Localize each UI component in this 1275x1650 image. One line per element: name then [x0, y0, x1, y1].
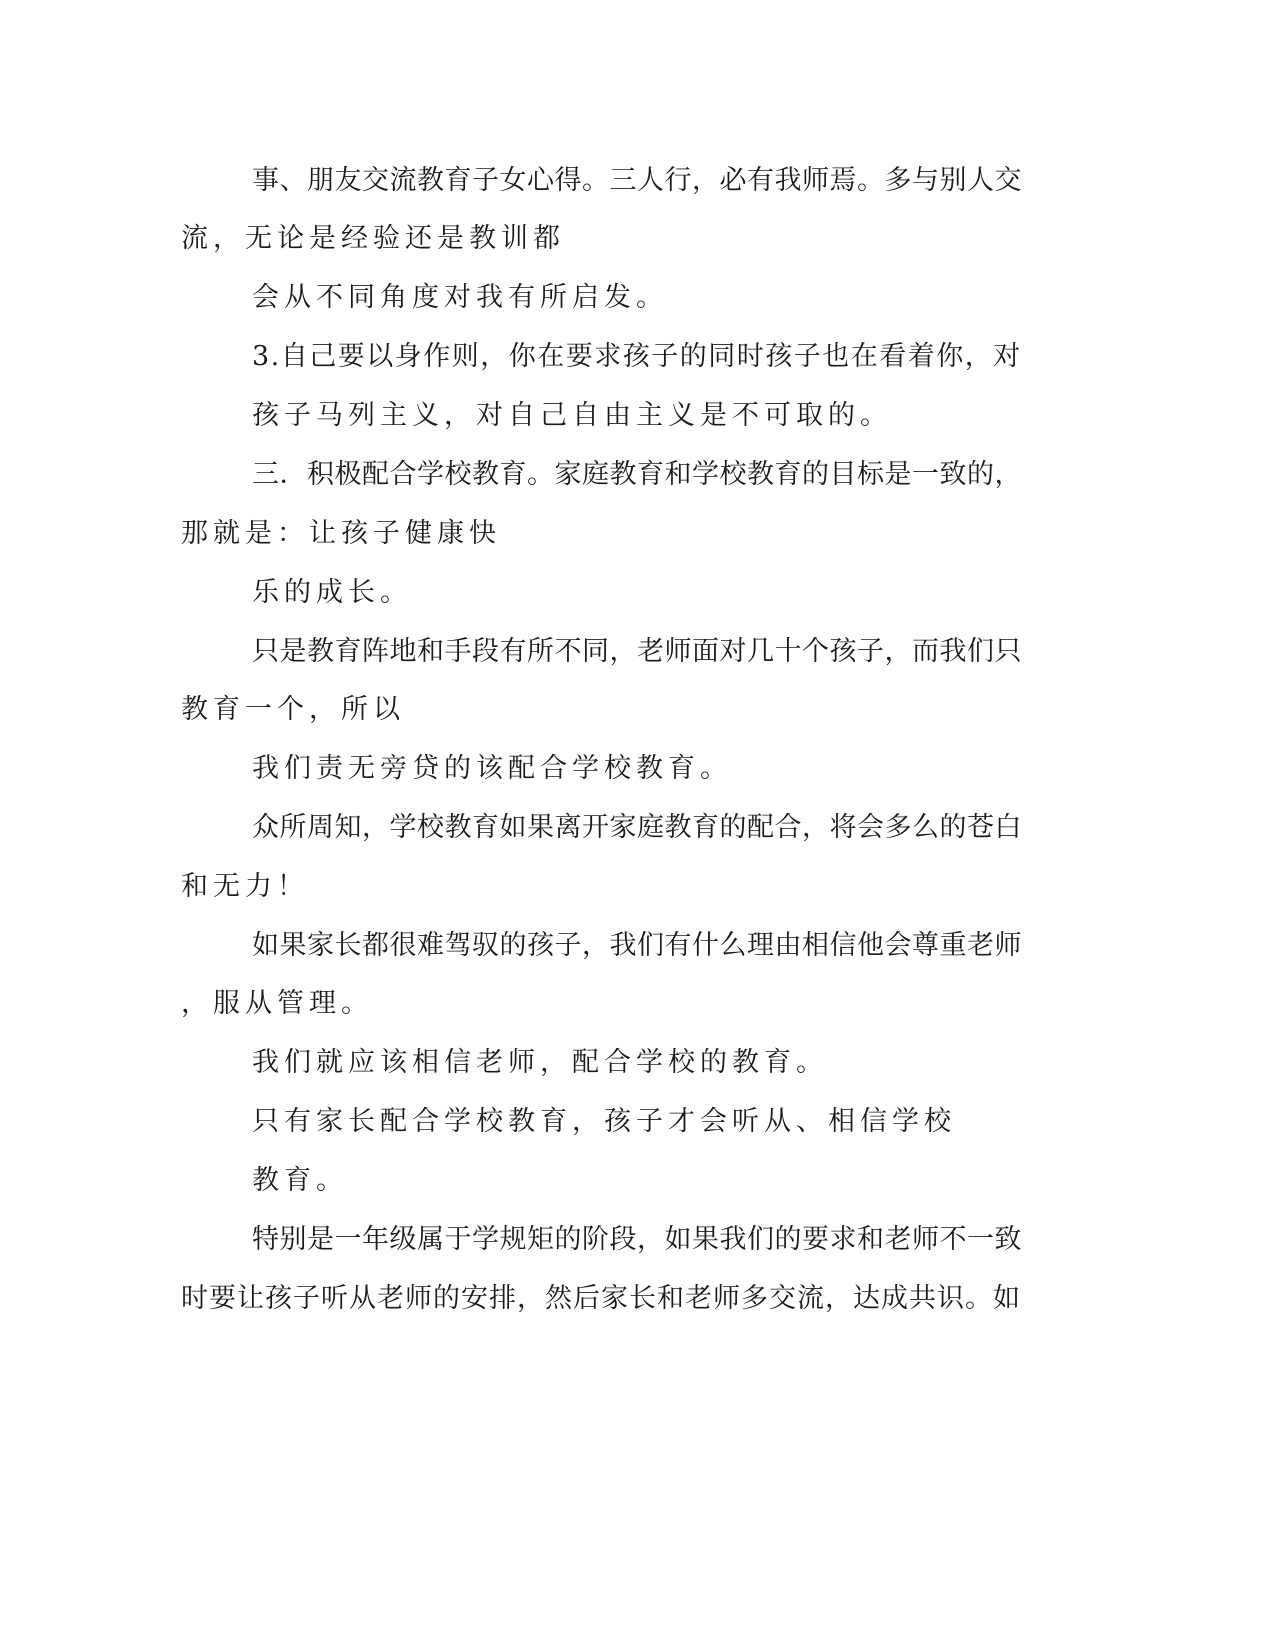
text-line: 事、朋友交流教育子女心得。三人行，必有我师焉。多与别人交 — [252, 165, 1022, 196]
text-line: ，服从管理。 — [181, 988, 373, 1019]
text-line: 时要让孩子听从老师的安排，然后家长和老师多交流，达成共识。如 — [181, 1283, 1021, 1314]
text-line: 那就是：让孩子健康快 — [181, 518, 501, 549]
text-line: 如果家长都很难驾驭的孩子，我们有什么理由相信他会尊重老师 — [252, 930, 1022, 961]
text-line: 只有家长配合学校教育，孩子才会听从、相信学校 — [252, 1106, 956, 1137]
text-line: 3.自己要以身作则，你在要求孩子的同时孩子也在看着你，对 — [252, 341, 1022, 372]
text-line: 我们责无旁贷的该配合学校教育。 — [252, 753, 732, 784]
text-line: 三．积极配合学校教育。家庭教育和学校教育的目标是一致的， — [252, 459, 1022, 490]
text-line: 教育。 — [252, 1165, 348, 1196]
text-line: 和无力！ — [181, 871, 309, 902]
text-line: 只是教育阵地和手段有所不同，老师面对几十个孩子，而我们只 — [252, 636, 1022, 667]
text-line: 乐的成长。 — [252, 577, 412, 608]
text-line: 我们就应该相信老师，配合学校的教育。 — [252, 1047, 828, 1078]
text-line: 会从不同角度对我有所启发。 — [252, 282, 668, 313]
text-line: 特别是一年级属于学规矩的阶段，如果我们的要求和老师不一致 — [252, 1224, 1022, 1255]
text-line: 孩子马列主义，对自己自由主义是不可取的。 — [252, 400, 892, 431]
text-line: 教育一个，所以 — [181, 694, 405, 725]
text-line: 流，无论是经验还是教训都 — [181, 223, 565, 254]
text-line: 众所周知，学校教育如果离开家庭教育的配合，将会多么的苍白 — [252, 812, 1022, 843]
